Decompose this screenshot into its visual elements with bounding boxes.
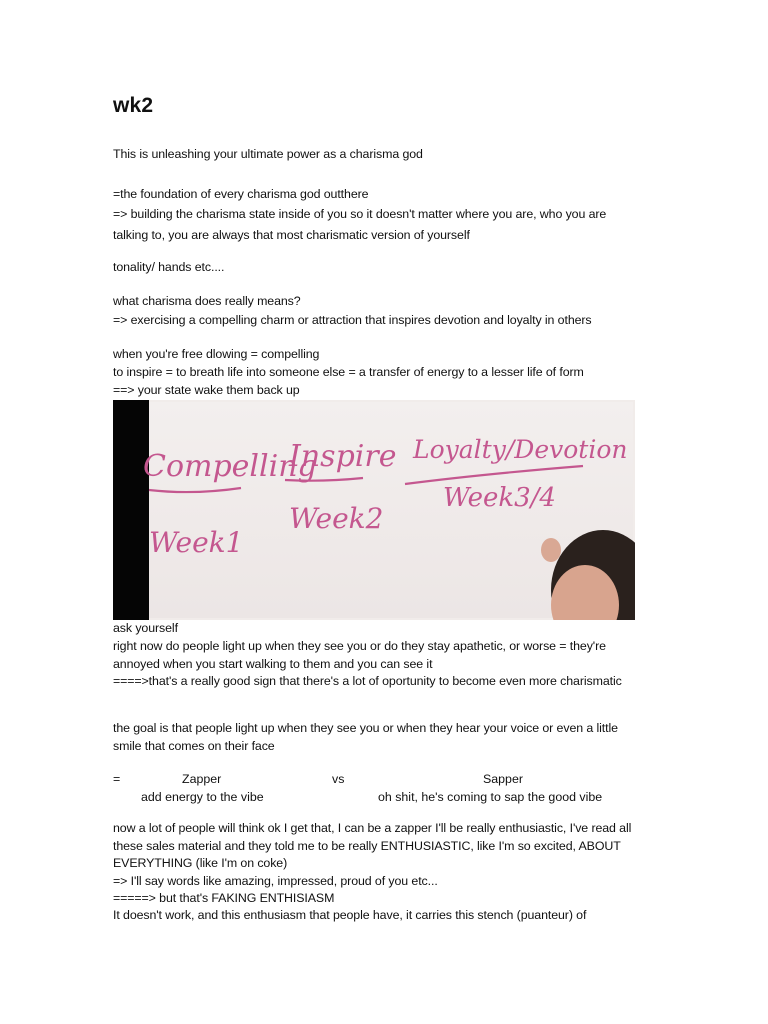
- foundation-line-1: =the foundation of every charisma god outthere: [113, 187, 369, 201]
- ask-yourself-text: ask yourself: [113, 621, 178, 635]
- whiteboard-week-2: Week2: [289, 502, 384, 535]
- person-head: [541, 530, 635, 620]
- foundation-line-3: talking to, you are always that most charismatic version of yourself: [113, 228, 470, 242]
- whiteboard-image: [113, 400, 635, 620]
- zapper-label: Zapper: [182, 772, 222, 786]
- free-flowing-text: when you're free dlowing = compelling: [113, 347, 320, 361]
- now-line-3: EVERYTHING (like I'm on coke): [113, 856, 288, 870]
- sapper-label: Sapper: [483, 772, 523, 786]
- good-sign-text: ====>that's a really good sign that there's a lot of oportunity to become even more charismatic: [113, 674, 622, 688]
- comparison-equals: =: [113, 772, 121, 786]
- document-title: wk2: [113, 94, 154, 117]
- faking-text: =====> but that's FAKING ENTHISIASM: [113, 891, 335, 905]
- right-now-line-1: right now do people light up when they see you or do they stay apathetic, or worse = they're: [113, 639, 606, 653]
- intro-text: This is unleashing your ultimate power as a charisma god: [113, 147, 423, 161]
- right-now-line-2: annoyed when you start walking to them and you can see it: [113, 657, 433, 671]
- whiteboard-drawing: [113, 400, 635, 620]
- whiteboard-word-loyalty: Loyalty/Devotion: [413, 435, 628, 464]
- state-text: ==> your state wake them back up: [113, 383, 300, 397]
- underline-loyalty: [405, 466, 583, 484]
- underline-compelling: [149, 488, 241, 492]
- stench-text: It doesn't work, and this enthusiasm that people have, it carries this stench (puanteur) of: [113, 908, 587, 922]
- zapper-description: add energy to the vibe: [141, 790, 264, 804]
- sapper-description: oh shit, he's coming to sap the good vibe: [378, 790, 603, 804]
- now-line-1: now a lot of people will think ok I get that, I can be a zapper I'll be really enthusiastic, I've read all: [113, 821, 632, 835]
- tonality-text: tonality/ hands etc....: [113, 260, 225, 274]
- question-text: what charisma does really means?: [113, 294, 301, 308]
- words-text: => I'll say words like amazing, impressed, proud of you etc...: [113, 874, 438, 888]
- whiteboard-week-1: Week1: [149, 526, 244, 559]
- goal-line-1: the goal is that people light up when they see you or when they hear your voice or even a little: [113, 721, 618, 735]
- goal-line-2: smile that comes on their face: [113, 739, 275, 753]
- inspire-text: to inspire = to breath life into someone else = a transfer of energy to a lesser life of form: [113, 365, 584, 379]
- whiteboard-week-3: Week3/4: [443, 483, 556, 513]
- whiteboard-word-compelling: Compelling: [143, 449, 317, 484]
- vs-label: vs: [332, 772, 345, 786]
- definition-text: => exercising a compelling charm or attraction that inspires devotion and loyalty in others: [113, 313, 592, 327]
- foundation-line-2: => building the charisma state inside of you so it doesn't matter where you are, who you are: [113, 207, 607, 221]
- whiteboard-word-inspire: Inspire: [289, 439, 397, 474]
- now-line-2: these sales material and they told me to be really ENTHUSIASTIC, like I'm so excited, ABOUT: [113, 839, 621, 853]
